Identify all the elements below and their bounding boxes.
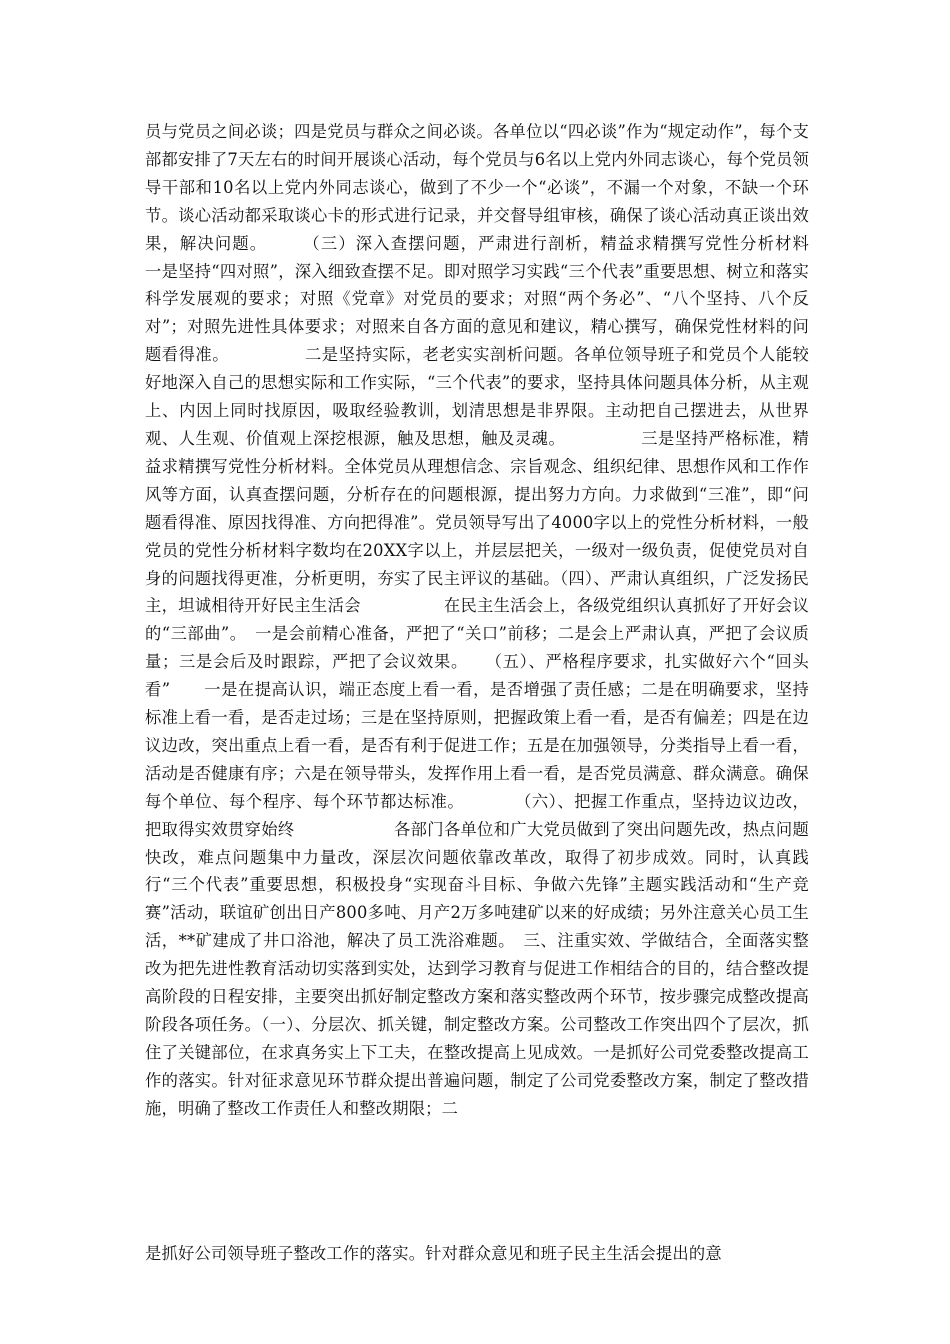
continuation-paragraph: 是抓好公司领导班子整改工作的落实。针对群众意见和班子民主生活会提出的意 — [145, 1244, 722, 1263]
body-paragraph: 员与党员之间必谈；四是党员与群众之间必谈。各单位以“四必谈”作为“规定动作”，每个支部都安排了7天左右的时间开展谈心活动，每个党员与6名以上党内外同志谈心，每个党员领导干部和10名以上党内外同志谈心，做到了不少一个“必谈”，不漏一个对象，不缺一个环节。谈心活动都采取谈心卡的形式进行记录，并交督导组审核，确保了谈心活动真正谈出效果，解决问题。 （三）深入查摆问题，严肃进行剖析，精益求精撰写党性分析材料 一是坚持“四对照”，深入细致查摆不足。即对照学习实践“三个代表”重要思想、树立和落实科学发展观的要求；对照《党章》对党员的要求；对照“两个务必”、“八个坚持、八个反对”；对照先进性具体要求；对照来自各方面的意见和建议，精心撰写，确保党性材料的问题看得准。 二是坚持实际，老老实实剖析问题。各单位领导班子和党员个人能较好地深入自己的思想实际和工作实际，“三个代表”的要求，坚持具体问题具体分析，从主观上、内因上同时找原因，吸取经验教训，划清思想是非界限。主动把自己摆进去，从世界观、人生观、价值观上深挖根源，触及思想，触及灵魂。 三是坚持严格标准，精益求精撰写党性分析材料。全体党员从理想信念、宗旨观念、组织纪律、思想作风和工作作风等方面，认真查摆问题，分析存在的问题根源，提出努力方向。力求做到“三准”，即“问题看得准、原因找得准、方向把得准”。党员领导写出了4000字以上的党性分析材料，一般党员的党性分析材料字数均在20XX字以上，并层层把关，一级对一级负责，促使党员对自身的问题找得更准，分析更明，夯实了民主评议的基础。（四）、严肃认真组织，广泛发扬民主，坦诚相待开好民主生活会 在民主生活会上，各级党组织认真抓好了开好会议的“三部曲”。 一是会前精心准备，严把了“关口”前移；二是会上严肃认真，严把了会议质量；三是会后及时跟踪，严把了会议效果。 （五）、严格程序要求，扎实做好六个“回头看” 一是在提高认识，端正态度上看一看，是否增强了责任感；二是在明确要求，坚持标准上看一看，是否走过场；三是在坚持原则，把握政策上看一看，是否有偏差；四是在边议边改，突出重点上看一看，是否有利于促进工作；五是在加强领导，分类指导上看一看，活动是否健康有序；六是在领导带头，发挥作用上看一看，是否党员满意、群众满意。确保每个单位、每个程序、每个环节都达标准。 （六）、把握工作重点，坚持边议边改，把取得实效贯穿始终 各部门各单位和广大党员做到了突出问题先改，热点问题快改，难点问题集中力量改，深层次问题依靠改革改，取得了初步成效。同时，认真践行“三个代表”重要思想，积极投身“实现奋斗目标、争做六先锋”主题实践活动和“生产竞赛”活动，联谊矿创出日产800多吨、月产2万多吨建矿以来的好成绩；另外注意关心员工生活，**矿建成了井口浴池，解决了员工洗浴难题。 三、注重实效、学做结合，全面落实整改为把先进性教育活动切实落到实处，达到学习教育与促进工作相结合的目的，结合整改提高阶段的日程安排，主要突出抓好制定整改方案和落实整改两个环节，按步骤完成整改提高阶段各项任务。（一）、分层次、抓关键，制定整改方案。公司整改工作突出四个了层次，抓住了关键部位，在求真务实上下工夫，在整改提高上见成效。一是抓好公司党委整改提高工作的落实。针对征求意见环节群众提出普遍问题，制定了公司党委整改方案，制定了整改措施，明确了整改工作责任人和整改期限；二 — [145, 122, 859, 1118]
